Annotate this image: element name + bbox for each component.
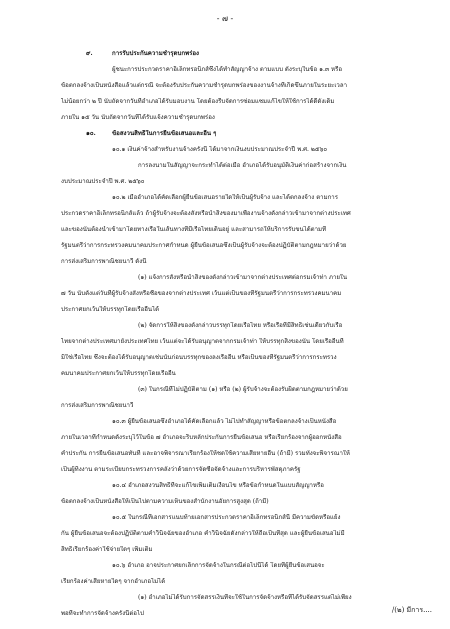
sub-item-2: (๒) จัดการให้สิ่งของดังกล่าวบรรทุกโดยเรือไทย หรือเรือที่มีสิทธิเช่นเดียวกับเรือ [138,322,343,329]
sub-item-1-line: ๗ วัน นับตั้งแต่วันที่ผู้รับจ้างสั่งหรือซื้อของจากต่างประเทศ เว้นแต่เป็นของที่รัฐมนตรีว่าการกระทรวงคมนาคม [61,290,342,297]
sub-item-3: (๓) ในกรณีที่ไม่ปฏิบัติตาม (๑) หรือ (๒) ผู้รับจ้างจะต้องรับผิดตามกฎหมายว่าด้วย [138,386,348,393]
clause-10-3-line: ค้ำประกัน การยื่นข้อเสนอทันที และอาจพิจารณาเรียกร้องให้ชดใช้ความเสียหายอื่น (ถ้ามี) รวมทั้งจะพิจารณาให้ [61,450,350,457]
section-9-heading: การรับประกันความชำรุดบกพร่อง [112,50,200,57]
page-number: - ๗ - [216,14,234,23]
section-9-line: ผู้ชนะการประกวดราคาอิเล็กทรอนิกส์ซึ่งได้ทำสัญญาจ้าง ตามแบบ ดังระบุในข้อ ๑.๓ หรือ [112,66,343,73]
clause-10-1-line: งบประมาณประจำปี พ.ศ. ๒๕๖๐ [61,178,145,185]
clause-10-4-line: ข้อตกลงจ้างเป็นหนังสือให้เป็นไปตามความเห็นของสำนักงานอัยการสูงสุด (ถ้ามี) [61,498,269,505]
clause-10-1-line: การลงนามในสัญญาจะกระทำได้ต่อเมื่อ อำเภอได้รับอนุมัติเงินค่าก่อสร้างจากเงิน [138,162,347,169]
section-9-line: ภายใน ๑๕ วัน นับถัดจากวันที่ได้รับแจ้งความชำรุดบกพร่อง [61,114,215,121]
sub-item-2-line: คมนาคมประกาศยกเว้นให้บรรทุกโดยเรืออื่น [61,370,176,377]
sub-item-3-line: การส่งเสริมการพาณิชยนาวี [61,402,134,409]
clause-10-3-line: เป็นผู้ทิ้งงาน ตามระเบียบกระทรวงการคลังว่าด้วยการจัดซื้อจัดจ้างและการบริหารพัสดุภาครัฐ [61,466,301,473]
clause-10-2-line: การส่งเสริมการพาณิชยนาวี ดังนี้ [61,258,147,265]
section-10-number: ๑๐. [86,130,96,137]
section-9-line: ข้อตกลงจ้างเป็นหนังสือแล้วแต่กรณี จะต้องรับประกันความชำรุดบกพร่องของงานจ้างที่เกิดขึ้นภายในระยะเวลา [61,82,347,89]
sub-item-10-6-1: (๑) อำเภอไม่ได้รับการจัดสรรเงินที่จะใช้ในการจัดจ้างหรือที่ได้รับจัดสรรแต่ไม่เพียง [138,594,352,601]
clause-10-2-line: ประกวดราคาอิเล็กทรอนิกส์แล้ว ถ้าผู้รับจ้างจะต้องสั่งหรือนำสิ่งของมาเพื่องานจ้างดังกล่าวเข้ามาจากต่างประเทศ [61,210,351,217]
sub-item-2-line: ไทยจากต่างประเทศมายังประเทศไทย เว้นแต่จะได้รับอนุญาตจากกรมเจ้าท่า ให้บรรทุกสิ่งของนั้น โดยเรืออื่นที่ [61,338,344,345]
clause-10-2-line: และของนั้นต้องนำเข้ามาโดยทางเรือในเส้นทางที่มีเรือไทยเดินอยู่ และสามารถให้บริการรับขนได้ตามที่ [61,226,327,233]
clause-10-1: ๑๐.๑ เงินค่าจ้างสำหรับงานจ้างครั้งนี้ ได้มาจากเงินงบประมาณประจำปี พ.ศ. ๒๕๖๐ [112,146,328,153]
clause-10-5-line: สิทธิเรียกร้องค่าใช้จ่ายใดๆ เพิ่มเติม [61,546,153,553]
clause-10-2: ๑๐.๒ เมื่ออำเภอได้คัดเลือกผู้ยื่นข้อเสนอรายใดให้เป็นผู้รับจ้าง และได้ตกลงจ้าง ตามการ [112,194,338,201]
clause-10-4: ๑๐.๔ อำเภอสงวนสิทธิ์ที่จะแก้ไขเพิ่มเติมเงื่อนไข หรือข้อกำหนดในแบบสัญญาหรือ [112,482,324,489]
continuation-note: /(๒) มีการ.... [391,606,432,614]
section-10-heading: ข้อสงวนสิทธิในการยื่นข้อเสนอและอื่น ๆ [112,130,217,137]
clause-10-3: ๑๐.๓ ผู้ยื่นข้อเสนอซึ่งอำเภอได้คัดเลือกแล้ว ไม่ไปทำสัญญาหรือข้อตกลงจ้างเป็นหนังสือ [112,418,337,425]
clause-10-2-line: รัฐมนตรีว่าการกระทรวงคมนาคมประกาศกำหนด ผู้ยื่นข้อเสนอซึ่งเป็นผู้รับจ้างจะต้องปฏิบัติตามกฎหมายว่าด้วย [61,242,347,249]
clause-10-5-line: กัน ผู้ยื่นข้อเสนอจะต้องปฏิบัติตามคำวินิจฉัยของอำเภอ คำวินิจฉัยดังกล่าวให้ถือเป็นที่สุด และผู้ยื่นข้อเสนอไม่มี [61,530,345,537]
section-9-line: ไม่น้อยกว่า ๒ ปี นับถัดจากวันที่อำเภอได้รับมอบงาน โดยต้องรีบจัดการซ่อมแซมแก้ไขให้ใช้การได้ดีดังเดิม [61,98,335,105]
section-9-number: ๙. [86,50,93,57]
sub-item-1-line: ประกาศยกเว้นให้บรรทุกโดยเรืออื่นได้ [61,306,160,313]
clause-10-5: ๑๐.๕ ในกรณีที่เอกสารแนบท้ายเอกสารประกวดราคาอิเล็กทรอนิกส์นี้ มีความขัดหรือแย้ง [112,514,341,521]
clause-10-6: ๑๐.๖ อำเภอ อาจประกาศยกเลิกการจัดจ้างในกรณีต่อไปนี้ได้ โดยที่ผู้ยื่นข้อเสนอจะ [112,562,325,569]
clause-10-3-line: ภายในเวลาที่กำหนดดังระบุไว้ในข้อ ๗ อำเภอจะริบหลักประกันการยื่นข้อเสนอ หรือเรียกร้องจากผู้ออกหนังสือ [61,434,342,441]
sub-item-2-line: มิใช่เรือไทย ซึ่งจะต้องได้รับอนุญาตเช่นนั้นก่อนบรรทุกของลงเรืออื่น หรือเป็นของที่รัฐมนตรีว่าการกระทรวง [61,354,337,361]
sub-item-1: (๑) แจ้งการสั่งหรือนำสิ่งของดังกล่าวเข้ามาจากต่างประเทศต่อกรมเจ้าท่า ภายใน [138,274,348,281]
sub-item-10-6-1-line: พอที่จะทำการจัดจ้างครั้งนี้ต่อไป [61,610,144,617]
clause-10-6-line: เรียกร้องค่าเสียหายใดๆ จากอำเภอไม่ได้ [61,578,166,585]
